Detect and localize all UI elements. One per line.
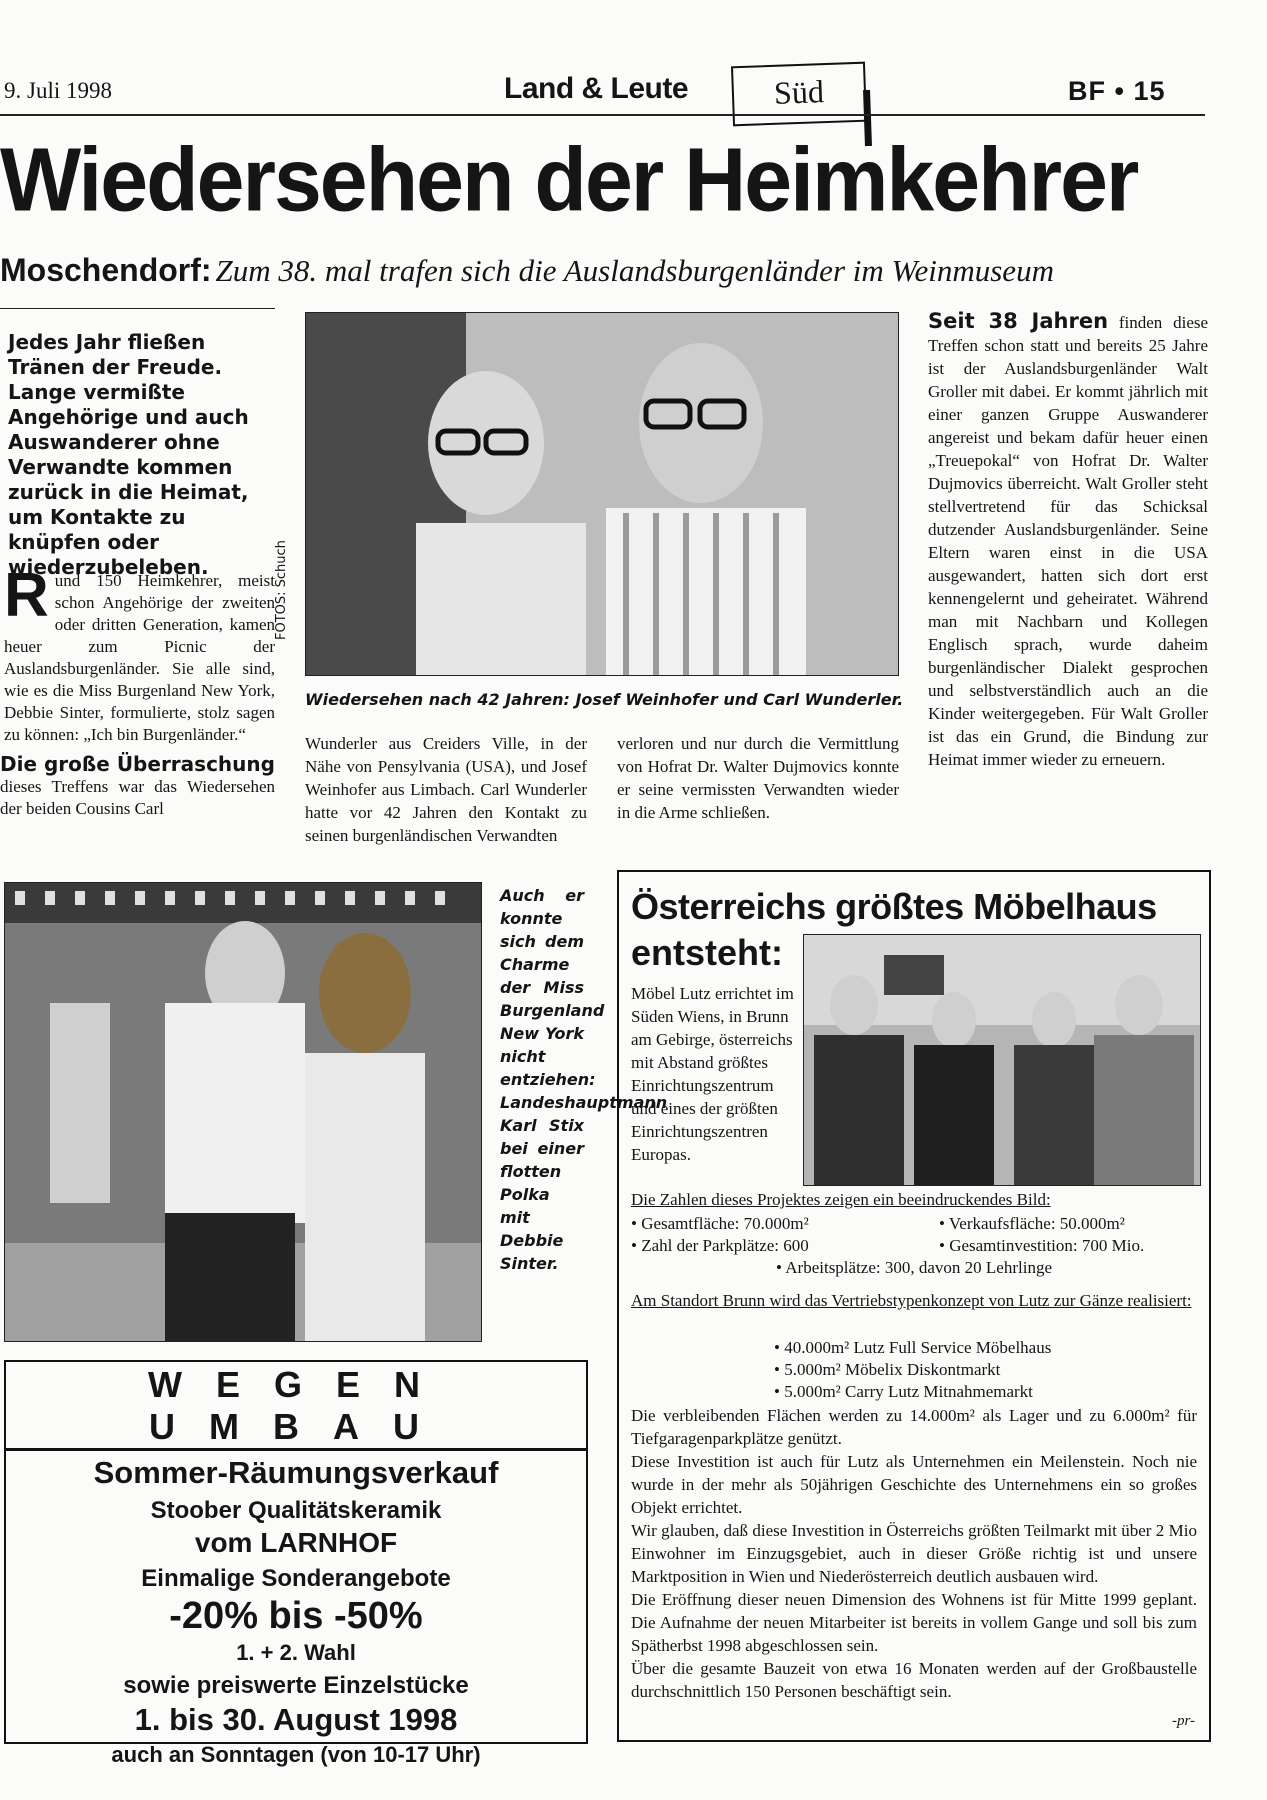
number-item-1: • Gesamtfläche: 70.000m² [631, 1214, 809, 1233]
box-paragraph-5: Über die gesamte Bauzeit von etwa 16 Monaten werden auf der Großbaustelle durchschnittlich 150 Personen beschäftigt sein. [631, 1659, 1197, 1701]
ad-line-1: Sommer-Räumungsverkauf [93, 1455, 499, 1490]
right-col-text: finden diese Treffen schon statt und bereits 25 Jahre ist der Auslandsburgenländer Walt Groller mit dabei. Er kommt jährlich mit einer ganzen Gruppe Auswanderer angereist und bekam dafür heuer einen „Treuepokal“ von Hofrat Dr. Walter Dujmovics überreicht. Walt Groller steht stellvertretend für das Schicksal dutzender Auslandsburgenländer. Seine Eltern waren einst in die USA ausgewandert, hatten sich dort erst kennengelernt und geheiratet. Während man mit Nachbarn und Kollegen Englisch sprach, wurde daheim burgenländischer Dialekt gesprochen und selbstverständlich auch an die Kinder weitergegeben. Für Walt Groller ist das ein Grund, die Bindung zur Heimat immer wieder zu erneuern. [928, 313, 1209, 769]
section-title: Land & Leute [504, 72, 689, 105]
ad-line-4: Einmalige Sonderangebote [141, 1565, 451, 1592]
photo1-caption: Wiedersehen nach 42 Jahren: Josef Weinhofer und Carl Wunderler. [305, 690, 904, 709]
article-col2: Wunderler aus Creiders Ville, in der Nähe von Pensylvania (USA), und Josef Weinhofer aus Limbach. Carl Wunderler hatte vor 42 Jahren den Kontakt zu seinen burgenländischen Verwandten [305, 734, 587, 845]
article-right-col [928, 310, 1208, 771]
box-intro: Möbel Lutz errichtet im Süden Wiens, in Brunn am Gebirge, österreichs mit Abstand größtes Einrichtungszentrum und eines der größten Einrichtungszentren Europas. [631, 984, 794, 1164]
number-item-3: • Zahl der Parkplätze: 600 [631, 1236, 809, 1255]
box-paragraph-2: Diese Investition ist auch für Lutz als Unternehmen ein Meilenstein. Noch nie wurde in der mehr als 50jährigen Geschichte des Unternehmens ein so großes Objekt errichtet. [631, 1452, 1197, 1517]
ad-line-9: auch an Sonntagen (von 10-17 Uhr) [111, 1742, 481, 1767]
col1-paragraph-2: dieses Treffens war das Wiedersehen der beiden Cousins Carl [0, 777, 275, 818]
col1-subhead: Die große Überraschung [0, 752, 275, 776]
number-item-4: • Gesamtinvestition: 700 Mio. [939, 1236, 1145, 1255]
ad-line-7: sowie preiswerte Einzelstücke [123, 1672, 469, 1699]
concept-item-2: • 5.000m² Möbelix Diskontmarkt [774, 1360, 1001, 1379]
photo-cousins [305, 312, 899, 676]
ad-line-6: 1. + 2. Wahl [236, 1640, 356, 1665]
issue-date: 9. Juli 1998 [4, 78, 112, 103]
article-col3: verloren und nur durch die Vermittlung von Hofrat Dr. Walter Dujmovics konnte er seine vermissten Verwandten wieder in die Arme schließen. [617, 734, 899, 822]
photo2-caption: Auch er konnte sich dem Charme der Miss Burgenland New York nicht entziehen: Landeshauptmann Karl Stix bei einer flotten Polka mit Debbie Sinter. [500, 886, 668, 1273]
box-paragraph-3: Wir glauben, daß diese Investition in Österreichs größten Teilmarkt mit über 2 Mio Einwohner im Einzugsgebiet, auch in dieser Größe richtig ist und unsere Marktposition in Wien und Niederösterreich deutlich ausbauen wird. [631, 1521, 1197, 1586]
right-col-lead: Seit 38 Jahren [928, 309, 1109, 333]
photo-credit: FOTOS: Schuch [274, 540, 289, 640]
header-rule [0, 114, 1205, 116]
box-title-1: Österreichs größtes Möbelhaus [631, 886, 1157, 927]
col1-paragraph-1: und 150 Heimkehrer, meist schon Angehörige der zweiten oder dritten Generation, kamen heuer zum Picnic der Auslandsburgenländer. Sie alle sind, wie es die Miss Burgenland New York, Debbie Sinter, formulierte, stolz sagen zu können: „Ich bin Burgenländer.“ [4, 571, 275, 744]
concept-heading: Am Standort Brunn wird das Vertriebstypenkonzept von Lutz zur Gänze realisiert: [631, 1291, 1192, 1310]
article-col1 [0, 561, 275, 820]
box-title-2: entsteht: [631, 932, 783, 973]
headline: Wiedersehen der Heimkehrer [0, 129, 1138, 231]
box-paragraph-4: Die Eröffnung dieser neuen Dimension des Wohnens ist für Mitte 1999 geplant. Die Aufnahme der neuen Mitarbeiter ist bereits in vollem Gange und soll bis zum Spätherbst 1998 abgeschlossen sein. [631, 1590, 1197, 1655]
photo-lutz-illustration [804, 935, 1200, 1185]
advertisement [4, 1360, 588, 1767]
region-stamp-label: Süd [773, 73, 825, 111]
box-signature: -pr- [1171, 1713, 1195, 1729]
concept-item-3: • 5.000m² Carry Lutz Mitnahmemarkt [774, 1382, 1033, 1401]
photo-cousins-illustration [306, 313, 898, 675]
dropcap: R [4, 561, 49, 630]
photo-lutz-group [803, 934, 1201, 1186]
photo-polka-illustration [5, 883, 481, 1341]
ad-banner: WEGEN UMBAU [6, 1364, 586, 1451]
number-item-2: • Verkaufsfläche: 50.000m² [939, 1214, 1125, 1233]
numbers-heading: Die Zahlen dieses Projektes zeigen ein beeindruckendes Bild: [631, 1190, 1051, 1209]
box-paragraph-1: Die verbleibenden Flächen werden zu 14.000m² als Lager und zu 6.000m² für Tiefgaragenparkplätze genützt. [631, 1406, 1197, 1448]
subhead-place: Moschendorf: [0, 252, 212, 288]
lead-text: Jedes Jahr fließen Tränen der Freude. Lange vermißte Angehörige und auch Auswanderer ohne Verwandte kommen zurück in die Heimat, um Kontakte zu knüpfen oder wiederzubeleben. [8, 330, 249, 579]
concept-item-1: • 40.000m² Lutz Full Service Möbelhaus [774, 1338, 1052, 1357]
moebelhaus-box [617, 870, 1211, 1742]
number-item-5: • Arbeitsplätze: 300, davon 20 Lehrlinge [776, 1258, 1052, 1277]
lead-rule [0, 308, 275, 309]
ad-line-2: Stoober Qualitätskeramik [150, 1497, 442, 1524]
box-body [631, 1404, 1197, 1703]
ad-line-3: vom LARNHOF [194, 1527, 398, 1558]
region-stamp [731, 62, 867, 127]
ad-line-8: 1. bis 30. August 1998 [134, 1702, 458, 1737]
page-ref: BF • 15 [1068, 76, 1166, 106]
subhead [0, 252, 1230, 289]
photo-polka [4, 882, 482, 1342]
ad-line-5: -20% bis -50% [169, 1595, 423, 1637]
subhead-text: Zum 38. mal trafen sich die Auslandsburgenländer im Weinmuseum [215, 253, 1054, 288]
